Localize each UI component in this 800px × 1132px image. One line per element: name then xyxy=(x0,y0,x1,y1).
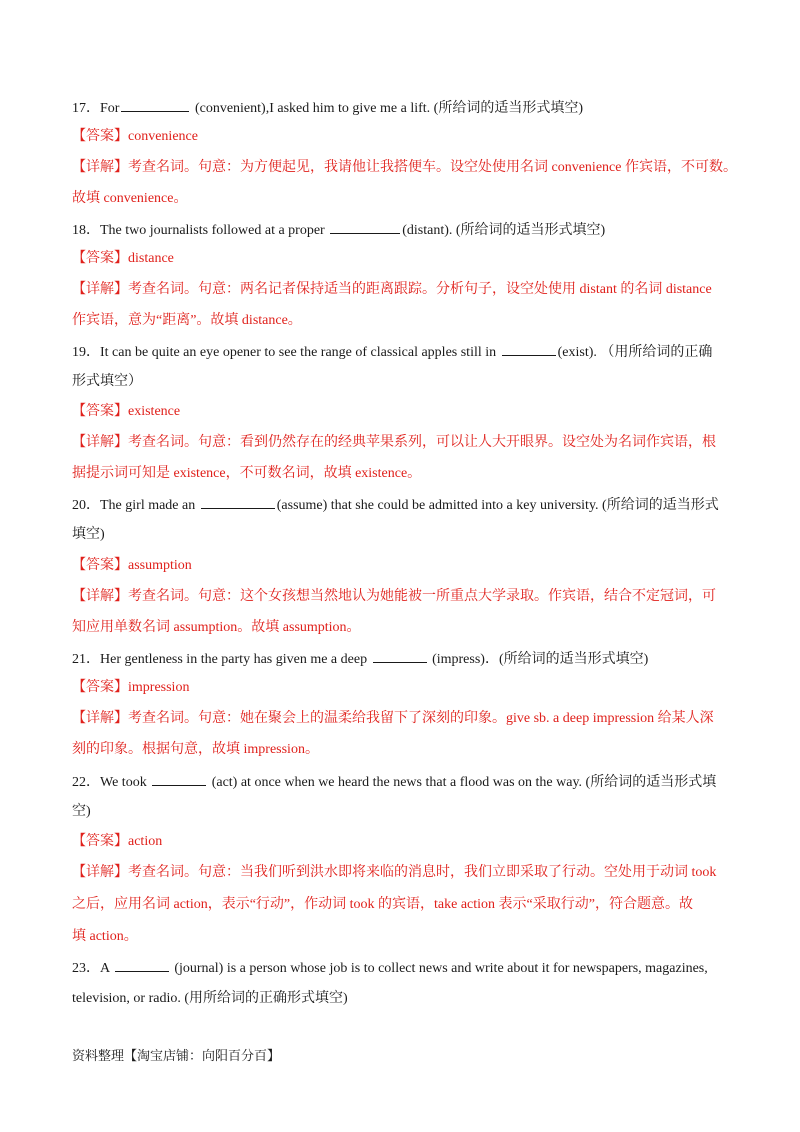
question-number: 23． xyxy=(72,961,100,976)
question-number: 18． xyxy=(72,223,100,238)
detail-18-cont xyxy=(72,311,742,331)
fill-blank xyxy=(330,219,400,234)
detail-22-cont2 xyxy=(72,927,742,947)
detail-text: 之后，应用名词 action，表示“行动”，作动词 took 的宾语，take action 表示“采取行动”，符合题意。故 xyxy=(72,897,693,912)
answer-tag: 【答案】 xyxy=(72,558,128,573)
detail-text: 填 action。 xyxy=(72,929,138,944)
answer-tag: 【答案】 xyxy=(72,404,128,419)
question-22-cont xyxy=(72,802,742,822)
question-number: 17． xyxy=(72,101,100,116)
detail-text: 考查名词。句意：两名记者保持适当的距离跟踪。分析句子，设空处使用 distant 的名词 distance xyxy=(128,282,712,297)
answer-19 xyxy=(72,402,742,422)
answer-text: convenience xyxy=(128,129,198,144)
detail-text: 知应用单数名词 assumption。故填 assumption。 xyxy=(72,620,361,635)
question-text-post: (convenient),I asked him to give me a lift. (所给词的适当形式填空) xyxy=(194,101,583,116)
question-21 xyxy=(72,648,742,670)
answer-tag: 【答案】 xyxy=(72,680,128,695)
detail-text: 考查名词。句意：为方便起见，我请他让我搭便车。设空处使用名词 convenience 作宾语，不可数。 xyxy=(128,160,737,175)
detail-tag: 【详解】 xyxy=(72,589,128,604)
question-22 xyxy=(72,771,742,793)
detail-19-cont xyxy=(72,464,742,484)
fill-blank xyxy=(373,648,427,663)
question-19 xyxy=(72,341,742,363)
detail-17 xyxy=(72,158,742,178)
detail-text: 考查名词。句意：她在聚会上的温柔给我留下了深刻的印象。give sb. a deep impression 给某人深 xyxy=(128,711,714,726)
question-text-cont: 空) xyxy=(72,804,91,819)
question-23-cont xyxy=(72,989,742,1009)
detail-text: 考查名词。句意：这个女孩想当然地认为她能被一所重点大学录取。作宾语，结合不定冠词，可 xyxy=(128,589,716,604)
detail-tag: 【详解】 xyxy=(72,160,128,175)
answer-17 xyxy=(72,127,742,147)
question-23 xyxy=(72,957,742,979)
answer-text: impression xyxy=(128,680,190,695)
question-text-pre: It can be quite an eye opener to see the range of classical apples still in xyxy=(100,345,497,360)
answer-22 xyxy=(72,832,742,852)
answer-tag: 【答案】 xyxy=(72,834,128,849)
detail-text: 据提示词可知是 existence，不可数名词，故填 existence。 xyxy=(72,466,422,481)
detail-17-cont xyxy=(72,189,742,209)
question-18 xyxy=(72,219,742,241)
answer-18 xyxy=(72,249,742,269)
question-text-pre: A xyxy=(100,961,110,976)
answer-text: action xyxy=(128,834,163,849)
detail-tag: 【详解】 xyxy=(72,435,128,450)
answer-tag: 【答案】 xyxy=(72,251,128,266)
question-text-pre: We took xyxy=(100,775,147,790)
answer-21 xyxy=(72,678,742,698)
answer-text: assumption xyxy=(128,558,192,573)
answer-tag: 【答案】 xyxy=(72,129,128,144)
question-text-post: (impress)．(所给词的适当形式填空) xyxy=(432,652,649,667)
question-text-post: (journal) is a person whose job is to collect news and write about it for newspapers, magazines, xyxy=(174,961,708,976)
question-20-cont xyxy=(72,525,742,545)
fill-blank xyxy=(201,494,275,509)
question-text-pre: Her gentleness in the party has given me a deep xyxy=(100,652,368,667)
page-footer: 资料整理【淘宝店铺：向阳百分百】 xyxy=(72,1048,281,1063)
detail-text: 考查名词。句意：当我们听到洪水即将来临的消息时，我们立即采取了行动。空处用于动词 took xyxy=(128,865,717,880)
detail-20 xyxy=(72,587,742,607)
question-text-post: (distant). (所给词的适当形式填空) xyxy=(402,223,606,238)
question-text-cont: television, or radio. (用所给词的正确形式填空) xyxy=(72,991,348,1006)
detail-21-cont xyxy=(72,740,742,760)
answer-text: existence xyxy=(128,404,181,419)
detail-tag: 【详解】 xyxy=(72,282,128,297)
detail-22-cont xyxy=(72,895,742,915)
fill-blank xyxy=(152,771,206,786)
detail-20-cont xyxy=(72,618,742,638)
detail-text: 刻的印象。根据句意，故填 impression。 xyxy=(72,742,319,757)
fill-blank xyxy=(502,341,556,356)
question-17 xyxy=(72,97,742,119)
detail-text: 故填 convenience。 xyxy=(72,191,188,206)
fill-blank xyxy=(121,97,189,112)
question-text-post: (assume) that she could be admitted into a key university. (所给词的适当形式 xyxy=(276,498,719,513)
detail-text: 作宾语，意为“距离”。故填 distance。 xyxy=(72,313,302,328)
answer-20 xyxy=(72,556,742,576)
question-20 xyxy=(72,494,742,516)
fill-blank xyxy=(115,957,169,972)
question-text-cont: 形式填空） xyxy=(72,374,142,389)
question-text-post: (act) at once when we heard the news that a flood was on the way. (所给词的适当形式填 xyxy=(211,775,717,790)
detail-18 xyxy=(72,280,742,300)
question-text-cont: 填空) xyxy=(72,527,105,542)
detail-21 xyxy=(72,709,742,729)
question-19-cont xyxy=(72,372,742,392)
detail-text: 考查名词。句意：看到仍然存在的经典苹果系列，可以让人大开眼界。设空处为名词作宾语，根 xyxy=(128,435,716,450)
detail-22 xyxy=(72,863,742,883)
question-text-pre: The girl made an xyxy=(100,498,196,513)
question-number: 22． xyxy=(72,775,100,790)
question-number: 19． xyxy=(72,345,100,360)
question-number: 20． xyxy=(72,498,100,513)
question-text-post: (exist). （用所给词的正确 xyxy=(557,345,713,360)
detail-tag: 【详解】 xyxy=(72,865,128,880)
answer-text: distance xyxy=(128,251,174,266)
question-number: 21． xyxy=(72,652,100,667)
question-text-pre: The two journalists followed at a proper xyxy=(100,223,325,238)
detail-19 xyxy=(72,433,742,453)
detail-tag: 【详解】 xyxy=(72,711,128,726)
question-text-pre: For xyxy=(100,101,120,116)
